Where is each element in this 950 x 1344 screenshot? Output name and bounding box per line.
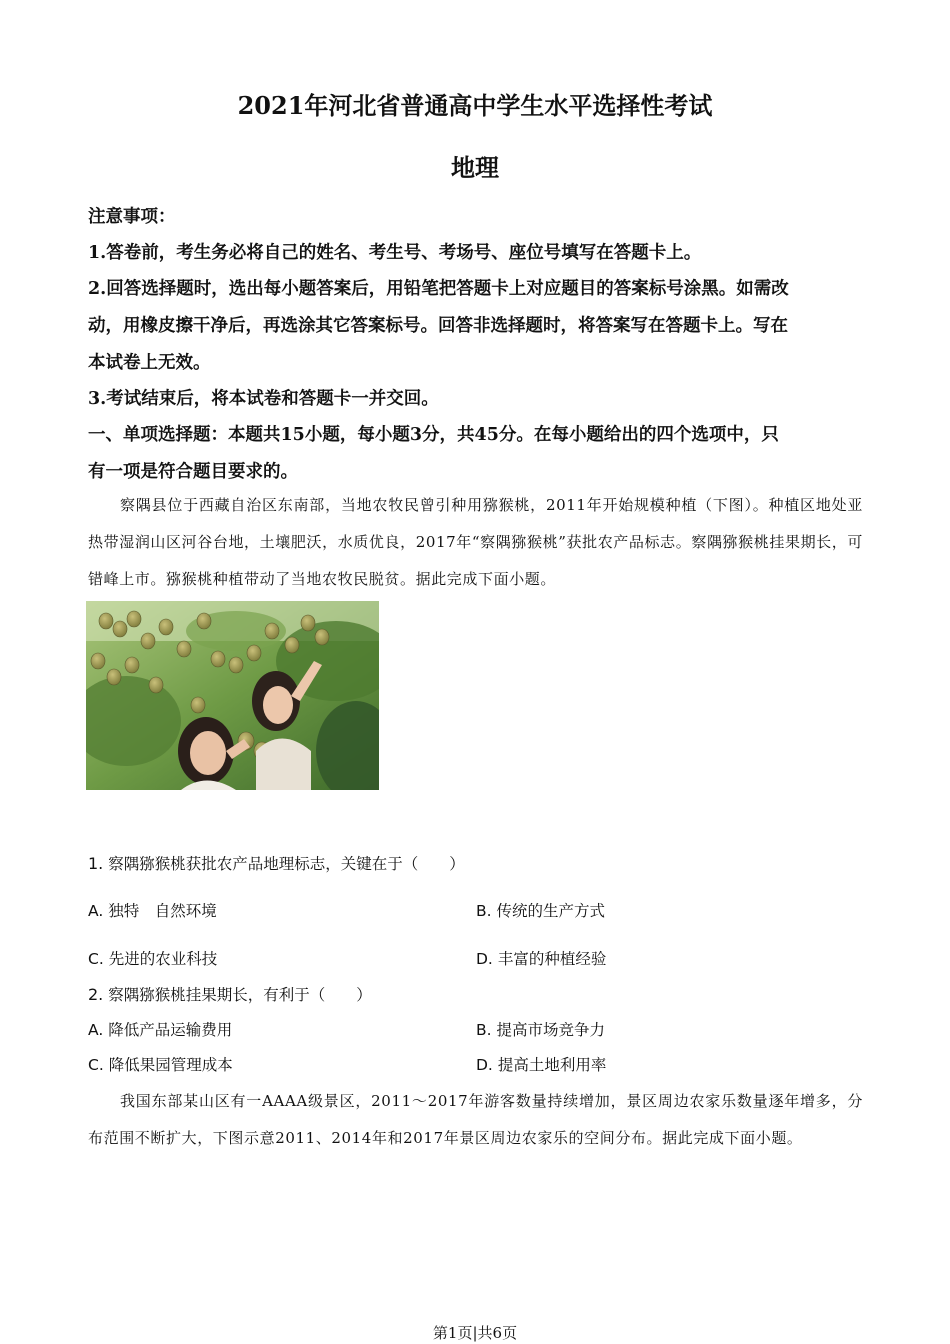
- question-number: 1.: [88, 854, 104, 873]
- option-letter: B.: [476, 1021, 492, 1039]
- option-text: 丰富的种植经验: [497, 950, 607, 968]
- option-text: 提高土地利用率: [497, 1056, 607, 1074]
- question-2: [88, 984, 372, 1006]
- option-text: 独特 自然环境: [108, 902, 217, 920]
- question-1: [88, 853, 465, 875]
- option-letter: A.: [88, 1021, 104, 1039]
- notice-heading: 注意事项：: [88, 207, 176, 227]
- page-footer: 第1页|共6页: [432, 1324, 518, 1342]
- passage-kiwi: 察隅县位于西藏自治区东南部，当地农牧民曾引种用猕猴桃，2011年开始规模种植（下图）。种植区地处亚热带湿润山区河谷台地，土壤肥沃，水质优良，2017年“察隅猕猴桃”获批农产品标志。察隅猕猴桃挂果期长，可错峰上市。猕猴桃种植带动了当地农牧民脱贫。据此完成下面小题。: [88, 496, 863, 588]
- option-2c[interactable]: [88, 1054, 233, 1076]
- option-2d[interactable]: [476, 1054, 606, 1076]
- question-stem: 察隅猕猴桃获批农产品地理标志，关键在于（ ）: [108, 855, 465, 873]
- option-2b[interactable]: [476, 1019, 605, 1041]
- option-1b[interactable]: [476, 900, 605, 922]
- option-1a[interactable]: [88, 900, 217, 922]
- section-heading-line-2: 有一项是符合题目要求的。: [88, 462, 298, 482]
- notice-item-2-line-2: 动，用橡皮擦干净后，再选涂其它答案标号。回答非选择题时，将答案写在答题卡上。写在: [88, 316, 788, 336]
- kiwi-orchard-photo: [86, 601, 379, 790]
- section-heading-line-1: 一、单项选择题：本题共15小题，每小题3分，共45分。在每小题给出的四个选项中，只: [88, 425, 779, 445]
- option-1d[interactable]: [476, 948, 606, 970]
- exam-title: 2021年河北省普通高中学生水平选择性考试: [237, 91, 713, 120]
- option-text: 降低果园管理成本: [108, 1056, 233, 1074]
- option-text: 传统的生产方式: [496, 902, 606, 920]
- notice-item-1: 1.答卷前，考生务必将自己的姓名、考生号、考场号、座位号填写在答题卡上。: [88, 243, 702, 263]
- subject-title: 地理: [451, 153, 499, 182]
- option-letter: D.: [476, 1056, 493, 1074]
- notice-item-2-line-3: 本试卷上无效。: [88, 353, 211, 373]
- option-2a[interactable]: [88, 1019, 232, 1041]
- option-letter: B.: [476, 902, 492, 920]
- option-letter: A.: [88, 902, 104, 920]
- option-letter: C.: [88, 1056, 104, 1074]
- option-text: 提高市场竞争力: [496, 1021, 606, 1039]
- question-stem: 察隅猕猴桃挂果期长，有利于（ ）: [108, 986, 372, 1004]
- passage-farmstay: 我国东部某山区有一AAAA级景区，2011～2017年游客数量持续增加，景区周边农家乐数量逐年增多，分布范围不断扩大，下图示意2011、2014年和2017年景区周边农家乐的空间分布。据此完成下面小题。: [88, 1092, 863, 1147]
- question-number: 2.: [88, 985, 104, 1004]
- option-text: 先进的农业科技: [108, 950, 218, 968]
- option-1c[interactable]: [88, 948, 217, 970]
- option-letter: C.: [88, 950, 104, 968]
- option-text: 降低产品运输费用: [108, 1021, 233, 1039]
- option-letter: D.: [476, 950, 493, 968]
- notice-item-3: 3.考试结束后，将本试卷和答题卡一并交回。: [88, 389, 439, 409]
- notice-item-2-line-1: 2.回答选择题时，选出每小题答案后，用铅笔把答题卡上对应题目的答案标号涂黑。如需改: [88, 279, 789, 299]
